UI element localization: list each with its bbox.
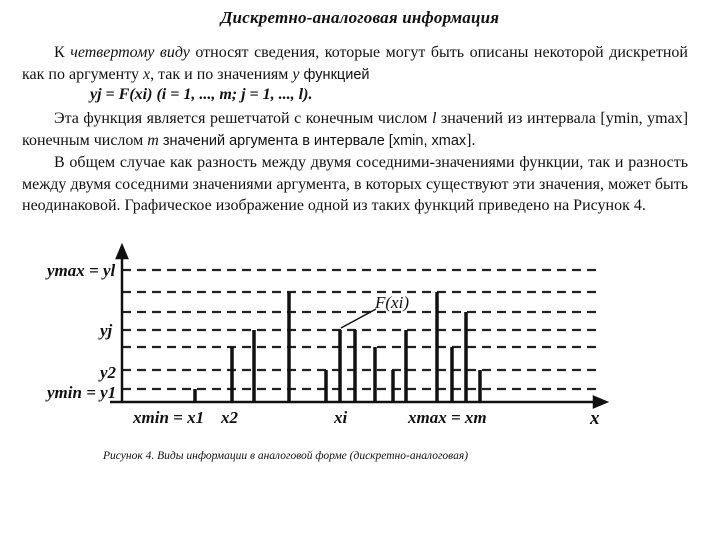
range-y: ymin, ymax xyxy=(605,110,683,127)
text: значений из интервала [ xyxy=(436,110,606,127)
curve-label: F(xi) xyxy=(375,293,409,312)
label-x2: x2 xyxy=(221,408,238,427)
text: функцией xyxy=(299,66,370,83)
text: относят сведения, которые могут быть описаны некоторой дискретной как по аргументу xyxy=(22,44,688,83)
curve-label-pointer xyxy=(341,309,376,328)
label-ymin: ymin = y1 xyxy=(47,383,117,402)
text: ] конечным числом xyxy=(22,110,689,149)
range-x: xmin, xmax xyxy=(392,132,467,149)
y-axis-labels xyxy=(45,261,117,402)
y-axis-arrow xyxy=(117,246,127,258)
label-ymax: ymax = yl xyxy=(47,261,116,280)
formula: yj = F(xi) (i = 1, ..., m; j = 1, ..., l). xyxy=(90,86,313,103)
x-axis-arrow xyxy=(594,397,606,407)
x-axis-labels xyxy=(132,408,600,429)
label-xi: xi xyxy=(334,408,348,427)
label-xmin: xmin = x1 xyxy=(133,408,205,427)
var-l: l xyxy=(431,110,437,127)
label-xmax: xmax = xm xyxy=(408,408,487,427)
text: К xyxy=(54,44,71,61)
label-x-axis: x xyxy=(590,408,600,429)
var-y: y xyxy=(292,65,300,83)
figure-caption: Рисунок 4. Виды информации в аналоговой форме (дискретно-аналоговая) xyxy=(103,450,469,462)
text: , так и по значениям xyxy=(150,65,293,83)
emphasis-text: четвертому виду xyxy=(70,44,190,61)
var-m: m xyxy=(147,131,159,149)
text: значений аргумента в интервале [ xyxy=(158,132,393,149)
label-yj: yj xyxy=(100,321,113,340)
var-x: x xyxy=(143,65,151,83)
text: Эта функция является решетчатой с конечным числом xyxy=(54,110,432,127)
page-title: Дискретно-аналоговая информация xyxy=(220,8,500,27)
text: В общем случае как разность между двумя соседними-значениями функции, так и разность между двумя соседними значениями аргумента, в которых существуют эти значения, может быть неодинаковой. Графическое изображение одной из таких функций приведено на Рисунок 4. xyxy=(22,154,688,214)
text: ]. xyxy=(466,131,476,149)
label-y2: y2 xyxy=(100,363,117,382)
grid-lines xyxy=(122,270,600,389)
